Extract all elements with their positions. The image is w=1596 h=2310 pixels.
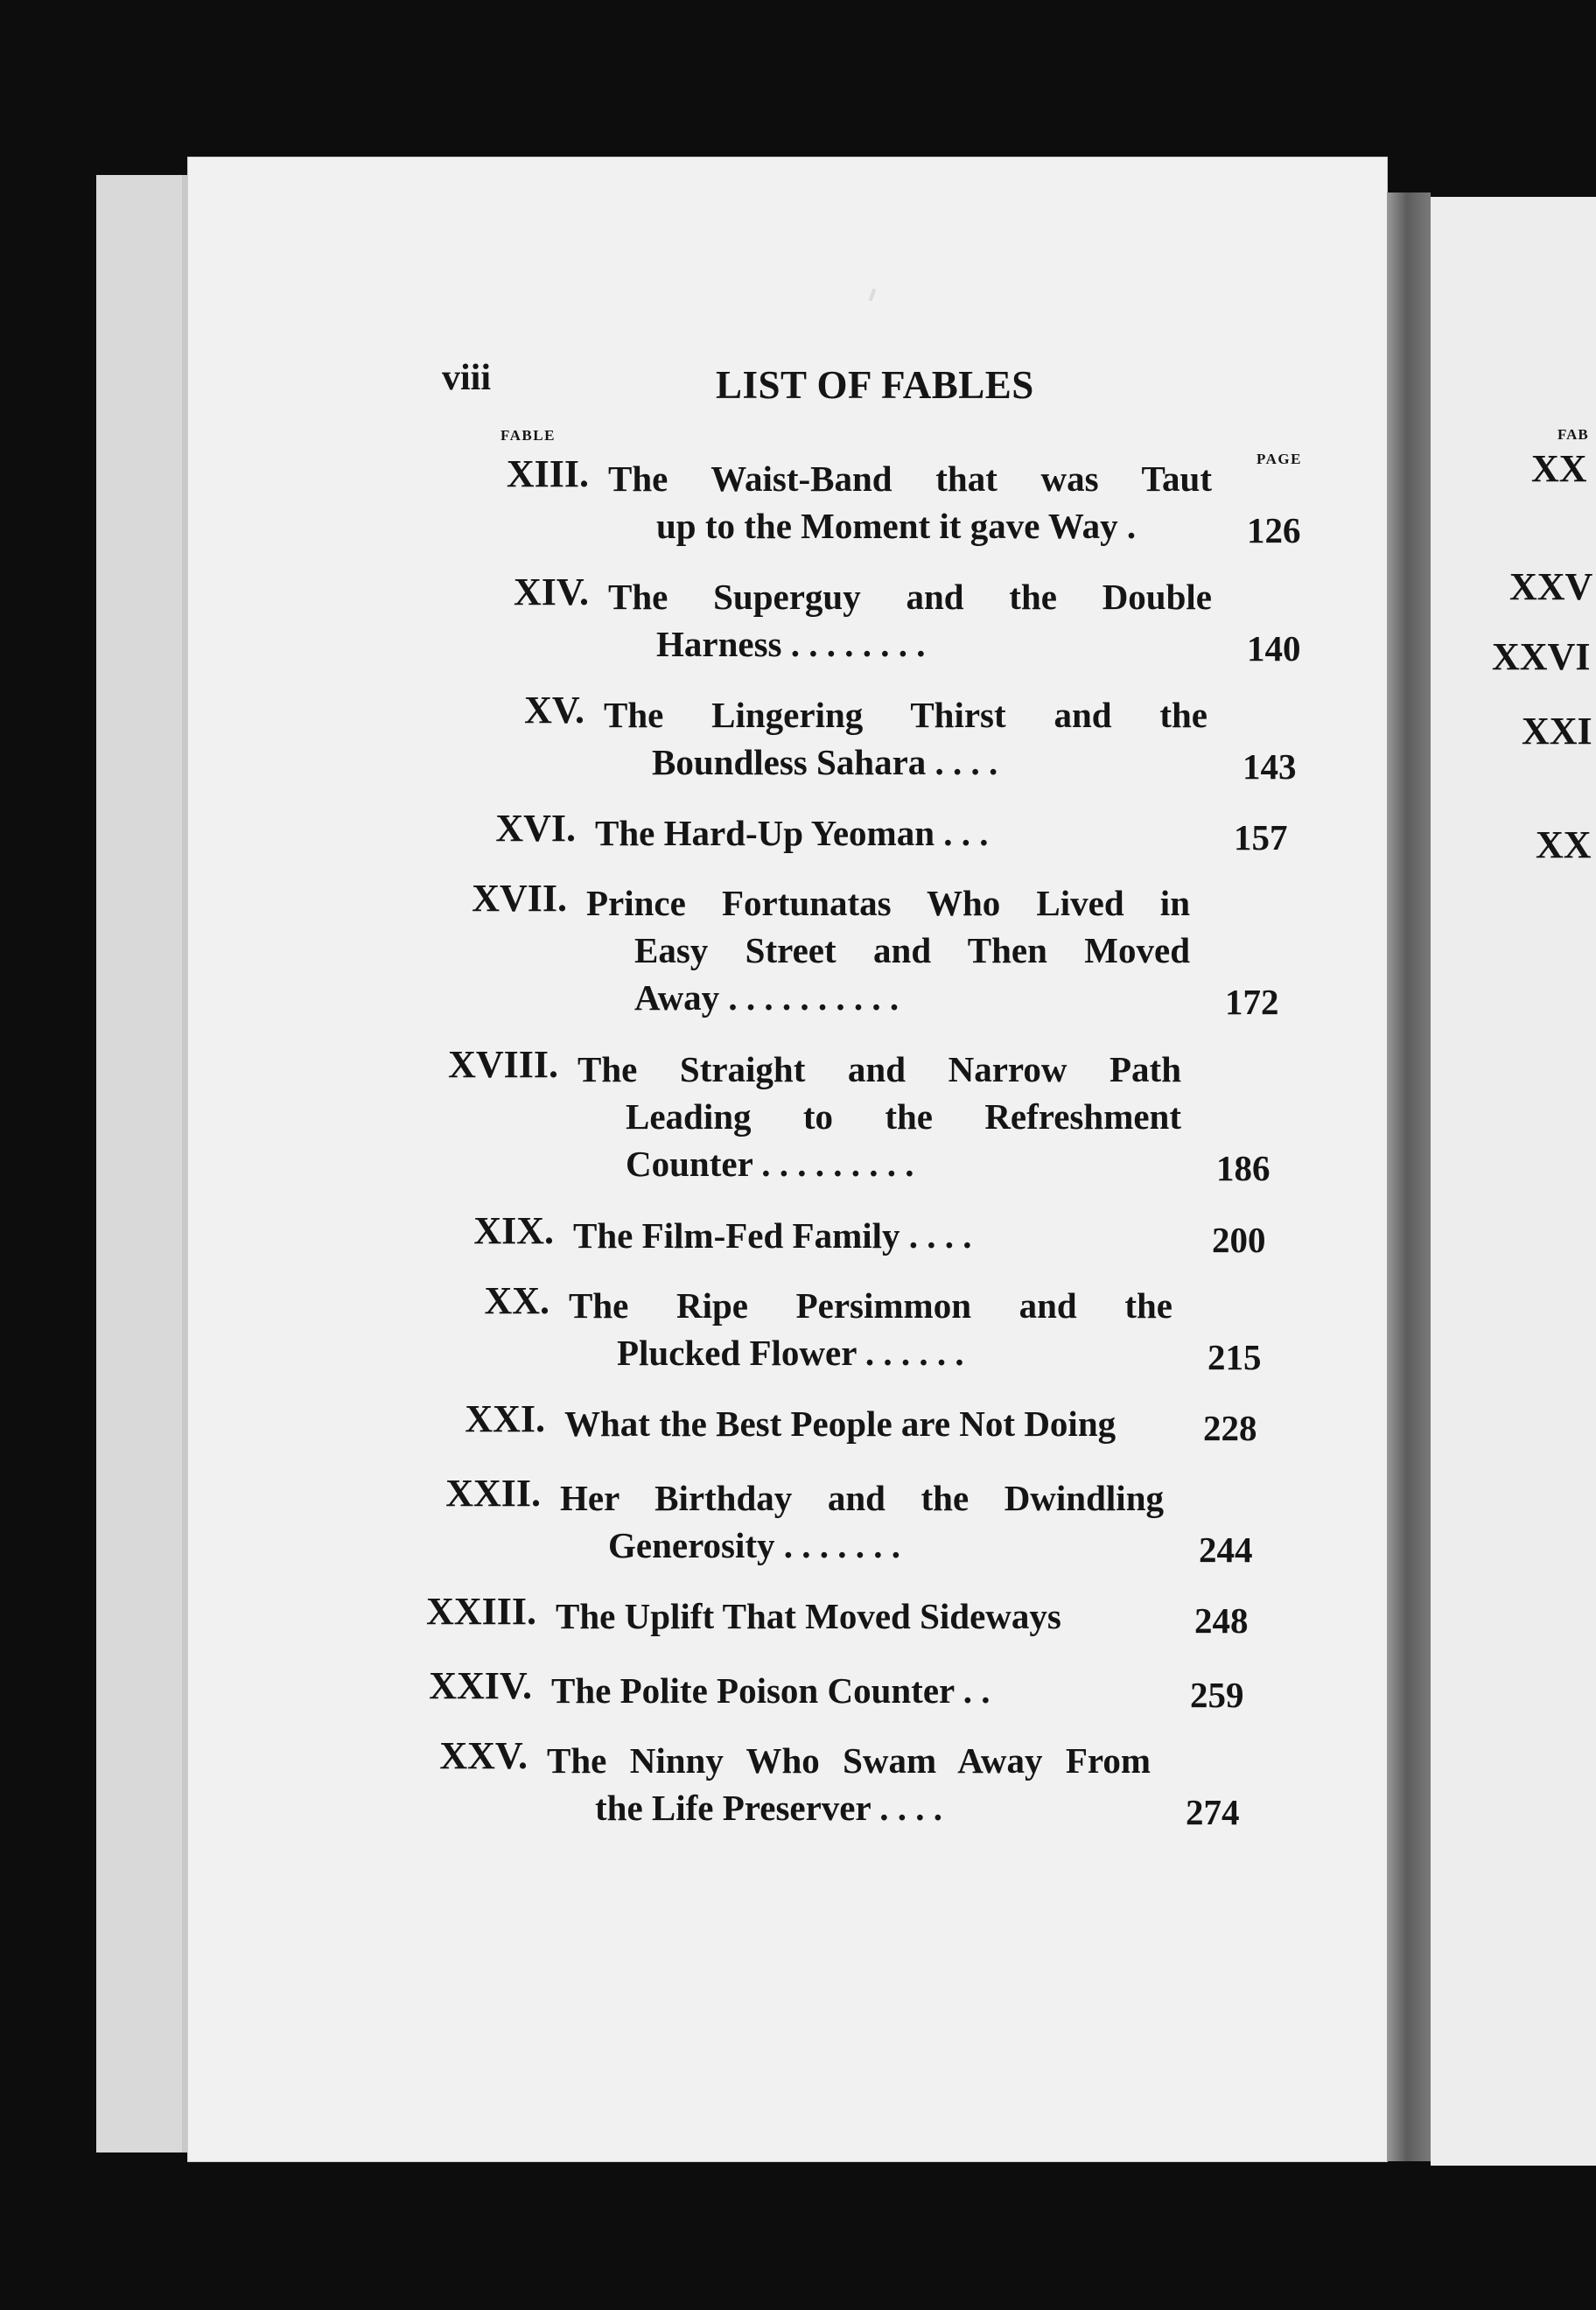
fable-number: XVIII. <box>448 1043 558 1086</box>
page-number: 274 <box>1186 1792 1240 1832</box>
facing-numeral: XXI <box>1522 710 1592 752</box>
fable-title <box>569 1282 1172 1376</box>
fable-title-line: The Straight and Narrow Path <box>578 1049 1181 1089</box>
fable-title-line: The Uplift That Moved Sideways <box>556 1596 1061 1636</box>
fable-title <box>604 691 1208 786</box>
fable-title <box>608 455 1212 550</box>
fable-title-line: Prince Fortunatas Who Lived in <box>586 883 1190 923</box>
page-number-folio: viii <box>442 358 492 398</box>
facing-numeral: XX <box>1531 447 1587 490</box>
page-number: 172 <box>1225 982 1279 1022</box>
fable-title-line: The Ninny Who Swam Away From <box>547 1740 1151 1781</box>
book-page-right <box>1431 197 1596 2166</box>
facing-numeral: XXV <box>1509 565 1593 608</box>
page-number: 259 <box>1190 1675 1244 1715</box>
fable-title <box>547 1737 1151 1831</box>
fable-number: XXIII. <box>426 1590 536 1633</box>
fable-title-line: Plucked Flower . . . . . . <box>617 1333 964 1373</box>
fable-title <box>595 809 1199 857</box>
fable-title <box>586 879 1190 1021</box>
fable-number: XXIV. <box>429 1664 532 1707</box>
fable-title-line: Harness . . . . . . . . <box>656 624 926 664</box>
fable-title-line: The Film-Fed Family . . . . <box>573 1215 972 1256</box>
fable-title-line: Boundless Sahara . . . . <box>652 742 998 782</box>
fable-title-line: the Life Preserver . . . . <box>595 1788 942 1828</box>
fable-title-line: Away . . . . . . . . . . <box>634 977 900 1018</box>
fable-title-line: Counter . . . . . . . . . <box>626 1144 914 1184</box>
facing-numeral: XXVI <box>1492 635 1591 678</box>
fable-title-line: What the Best People are Not Doing <box>564 1404 1116 1444</box>
fable-title <box>551 1667 1155 1714</box>
fable-title-line: up to the Moment it gave Way . <box>656 506 1137 546</box>
fable-title <box>560 1474 1164 1569</box>
fable-title-line: The Ripe Persimmon and the <box>569 1285 1172 1326</box>
fable-title <box>564 1400 1168 1447</box>
book-gutter <box>1387 192 1431 2161</box>
column-label-fable: FABLE <box>500 427 556 444</box>
fable-title-line: The Polite Poison Counter . . <box>551 1670 990 1711</box>
column-label-page: PAGE <box>1256 451 1302 467</box>
fable-number: XXI. <box>465 1397 545 1440</box>
fable-number: XXII. <box>445 1472 541 1515</box>
running-head: LIST OF FABLES <box>716 363 1034 407</box>
page-number: 186 <box>1216 1148 1270 1188</box>
fable-title-line: The Lingering Thirst and the <box>604 695 1208 735</box>
fable-number: XV. <box>524 689 584 732</box>
page-number: 228 <box>1203 1408 1257 1448</box>
facing-numeral: XX <box>1536 823 1592 866</box>
facing-column-fable-label: FAB <box>1558 426 1589 443</box>
fable-title-line: Easy Street and Then Moved <box>634 930 1190 970</box>
fable-title-line: The Superguy and the Double <box>608 577 1212 617</box>
fable-title-line: The Waist-Band that was Taut <box>608 458 1212 499</box>
page-number: 157 <box>1234 817 1288 858</box>
fable-title <box>608 573 1212 668</box>
fable-title <box>556 1592 1159 1640</box>
fable-number: XIII. <box>506 452 589 495</box>
page-edges <box>96 175 201 2152</box>
fable-title-line: The Hard-Up Yeoman . . . <box>595 813 989 853</box>
fable-title-line: Her Birthday and the Dwindling <box>560 1478 1164 1518</box>
fable-number: XIV. <box>513 570 589 613</box>
fable-number: XXV. <box>439 1734 528 1777</box>
fable-title-line: Generosity . . . . . . . <box>608 1525 901 1565</box>
page-number: 244 <box>1199 1530 1253 1570</box>
fable-title <box>578 1046 1181 1187</box>
page-number: 215 <box>1208 1337 1262 1377</box>
fable-title-line: Leading to the Refreshment <box>626 1096 1181 1137</box>
fable-number: XX. <box>484 1279 550 1322</box>
fable-title <box>573 1212 1177 1259</box>
page-number: 126 <box>1247 510 1301 550</box>
page-number: 248 <box>1194 1600 1249 1641</box>
page-number: 200 <box>1212 1220 1266 1260</box>
page-number: 140 <box>1247 628 1301 668</box>
fable-number: XVII. <box>472 877 567 920</box>
fable-number: XVI. <box>495 807 576 850</box>
page-number: 143 <box>1242 746 1297 787</box>
fable-number: XIX. <box>473 1209 554 1252</box>
